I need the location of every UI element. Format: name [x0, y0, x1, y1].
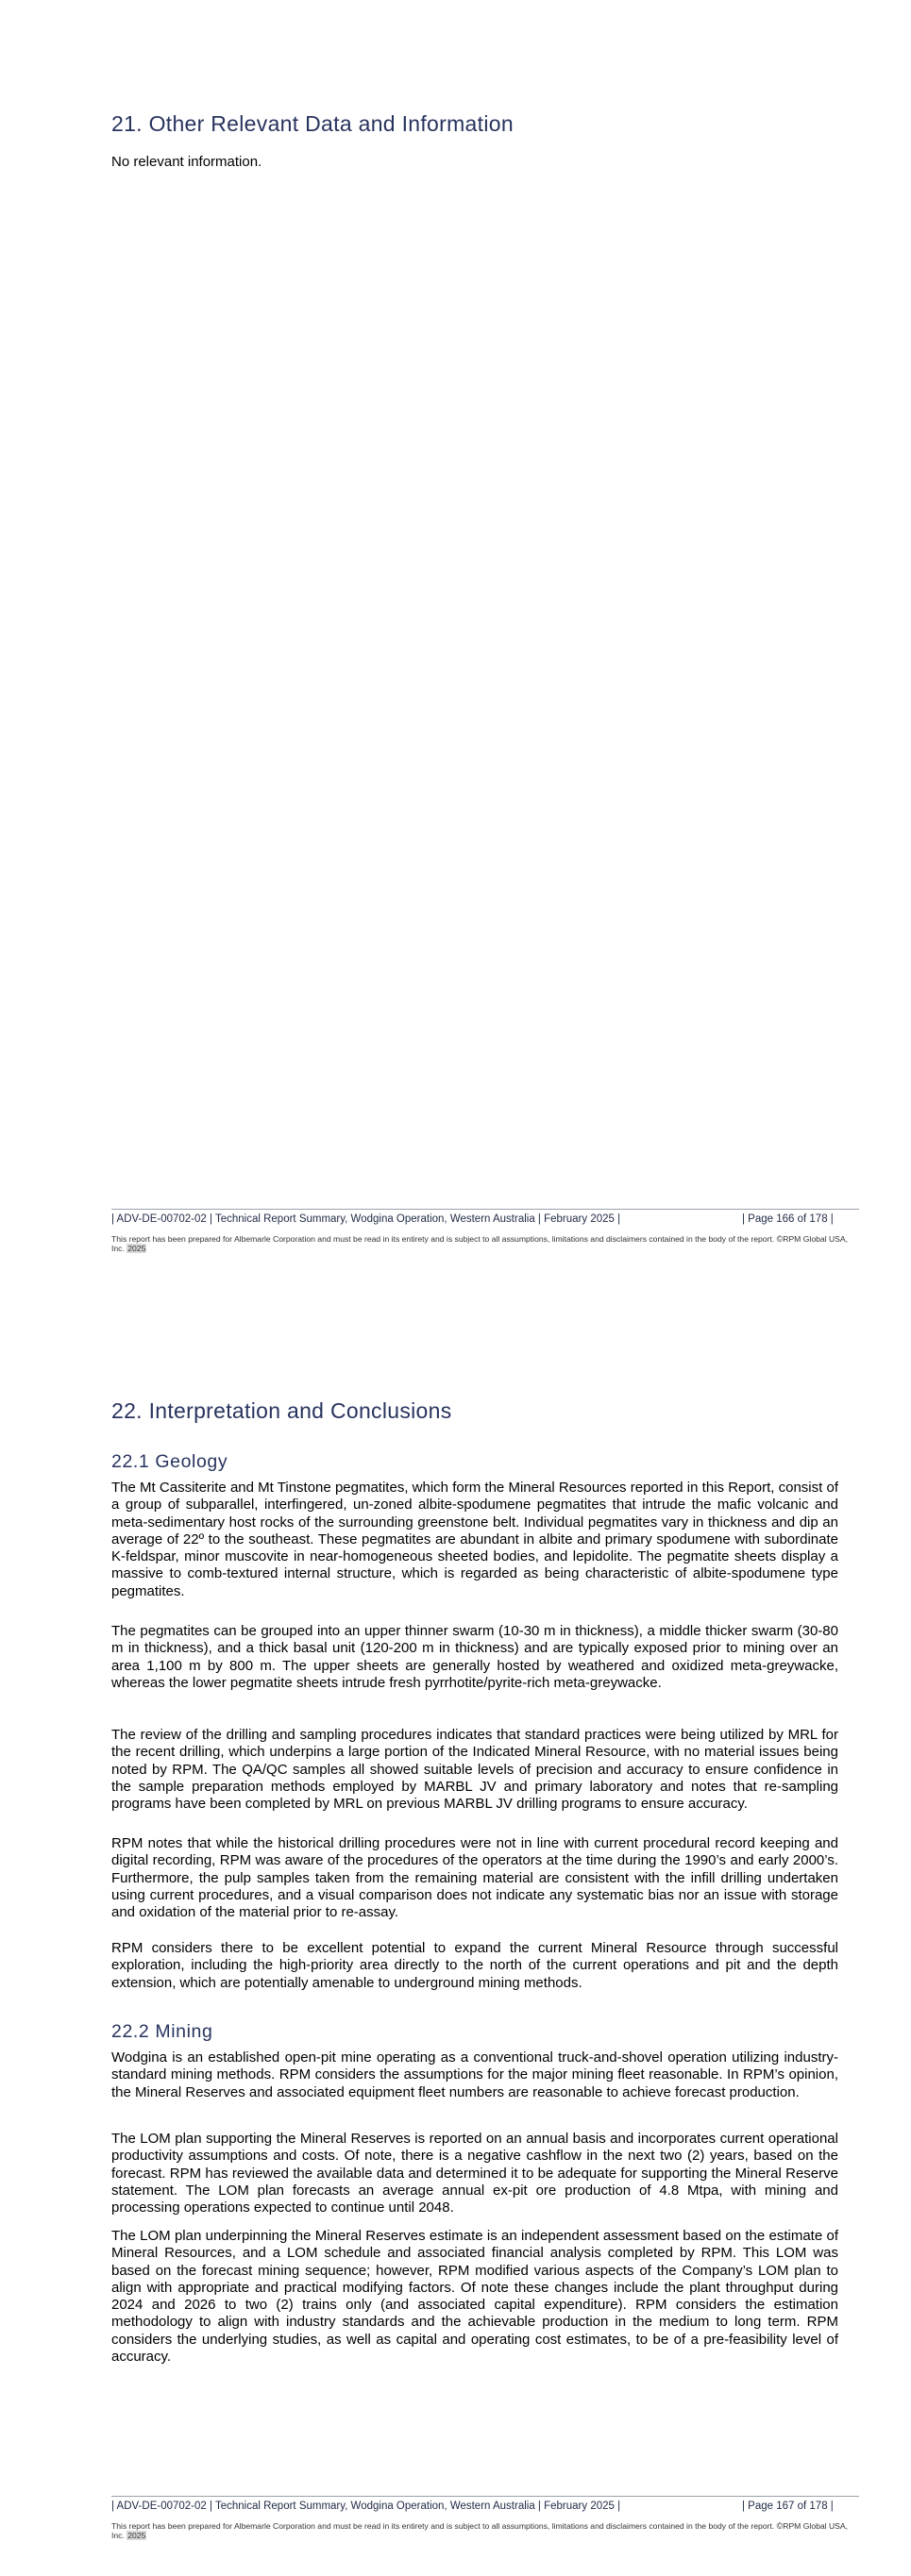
copyright-year: 2025 — [127, 2531, 146, 2541]
copyright-icon: © — [776, 2521, 784, 2531]
subsection-mining-heading: 22.2 Mining — [111, 2021, 213, 2042]
section-21-heading: 21. Other Relevant Data and Information — [111, 111, 514, 136]
mining-paragraph: The LOM plan underpinning the Mineral Reserves estimate is an independent assessment based on the estimate of Mineral Resources, and a LOM schedule and associated financial analysis completed by RPM. This LOM was based on the forecast mining sequence; however, RPM modified various aspects of the Company’s LOM plan to align with appropriate and practical modifying factors. Of note these changes include the plant throughput during 2024 and 2026 to two (2) trains only (and associated capital expenditure). RPM considers the estimation methodology to align with industry standards and the achievable production in the medium to long term. RPM considers the underlying studies, as well as capital and operating cost estimates, to be of a pre-feasibility level of accuracy. — [111, 2228, 838, 2366]
footer-report-info: | ADV-DE-00702-02 | Technical Report Summary, Wodgina Operation, Western Australia | February 2025 | — [111, 1213, 621, 1225]
footer-disclaimer — [111, 2521, 848, 2541]
footer-page-number: | Page 167 of 178 | — [742, 2501, 834, 2512]
geology-paragraph: The review of the drilling and sampling procedures indicates that standard practices were being utilized by MRL for the recent drilling, which underpins a large portion of the Indicated Mineral Resource, with no material issues being noted by RPM. The QA/QC samples all showed suitable levels of precision and accuracy to ensure confidence in the sample preparation methods employed by MARBL JV and primary laboratory and notes that re-sampling programs have been completed by MRL on previous MARBL JV drilling programs to ensure accuracy. — [111, 1727, 838, 1813]
disclaimer-text: This report has been prepared for Albemarle Corporation and must be read in its entirety and is subject to all assumptions, limitations and disclaimers contained in the body of the report. — [111, 2521, 777, 2531]
copyright-owner: RPM Global USA, Inc. — [111, 1234, 849, 1254]
mining-paragraph: The LOM plan supporting the Mineral Reserves is reported on an annual basis and incorporates current operational productivity assumptions and costs. Of note, there is a negative cashflow in the next two (2) years, based on the forecast. RPM has reviewed the available data and determined it to be adequate for supporting the Mineral Reserve statement. The LOM plan forecasts an average annual ex-pit ore production of 4.8 Mtpa, with mining and processing operations expected to continue until 2048. — [111, 2131, 838, 2216]
copyright-owner: RPM Global USA, Inc. — [111, 2521, 849, 2541]
mining-paragraph: Wodgina is an established open-pit mine operating as a conventional truck-and-shovel operation utilizing industry-standard mining methods. RPM considers the assumptions for the major mining fleet reasonable. In RPM’s opinion, the Mineral Reserves and associated equipment fleet numbers are reasonable to achieve forecast production. — [111, 2049, 838, 2100]
copyright-icon: © — [776, 1234, 784, 1244]
geology-paragraph: The Mt Cassiterite and Mt Tinstone pegmatites, which form the Mineral Resources reported in this Report, consist of a group of subparallel, interfingered, un-zoned albite-spodumene pegmatites that intrude the mafic volcanic and meta-sedimentary host rocks of the surrounding greenstone belt. Individual pegmatites vary in thickness and dip an average of 22º to the southeast. These pegmatites are abundant in albite and primary spodumene with subordinate K-feldspar, minor muscovite in near-homogeneous sheeted bodies, and lepidolite. The pegmatite sheets display a massive to comb-textured internal structure, which is regarded as being characteristic of albite-spodumene type pegmatites. — [111, 1480, 838, 1599]
footer-rule — [111, 2496, 859, 2497]
subsection-geology-heading: 22.1 Geology — [111, 1451, 228, 1472]
geology-paragraph: The pegmatites can be grouped into an upper thinner swarm (10-30 m in thickness), a middle thicker swarm (30-80 m in thickness), and a thick basal unit (120-200 m in thickness) and are typically exposed prior to mining over an area 1,100 m by 800 m. The upper sheets are generally hosted by weathered and oxidized meta-greywacke, whereas the lower pegmatite sheets intrude fresh pyrrhotite/pyrite-rich meta-greywacke. — [111, 1623, 838, 1691]
copyright-year: 2025 — [127, 1244, 146, 1254]
geology-paragraph: RPM notes that while the historical drilling procedures were not in line with current procedural record keeping and digital recording, RPM was aware of the procedures of the operators at the time during the 1990’s and early 2000’s. Furthermore, the pulp samples taken from the remaining material are consistent with the infill drilling undertaken using current procedures, and a visual comparison does not indicate any systematic bias nor an issue with storage and oxidation of the material prior to re-assay. — [111, 1835, 838, 1921]
section-22-heading: 22. Interpretation and Conclusions — [111, 1398, 452, 1423]
section-21-body: No relevant information. — [111, 154, 262, 170]
geology-paragraph: RPM considers there to be excellent potential to expand the current Mineral Resource through successful exploration, including the high-priority area directly to the north of the current operations and pit and the depth extension, which are potentially amenable to underground mining methods. — [111, 1940, 838, 1991]
footer-page-number: | Page 166 of 178 | — [742, 1213, 834, 1225]
disclaimer-text: This report has been prepared for Albemarle Corporation and must be read in its entirety and is subject to all assumptions, limitations and disclaimers contained in the body of the report. — [111, 1234, 777, 1244]
footer-report-info: | ADV-DE-00702-02 | Technical Report Summary, Wodgina Operation, Western Australia | February 2025 | — [111, 2501, 621, 2512]
